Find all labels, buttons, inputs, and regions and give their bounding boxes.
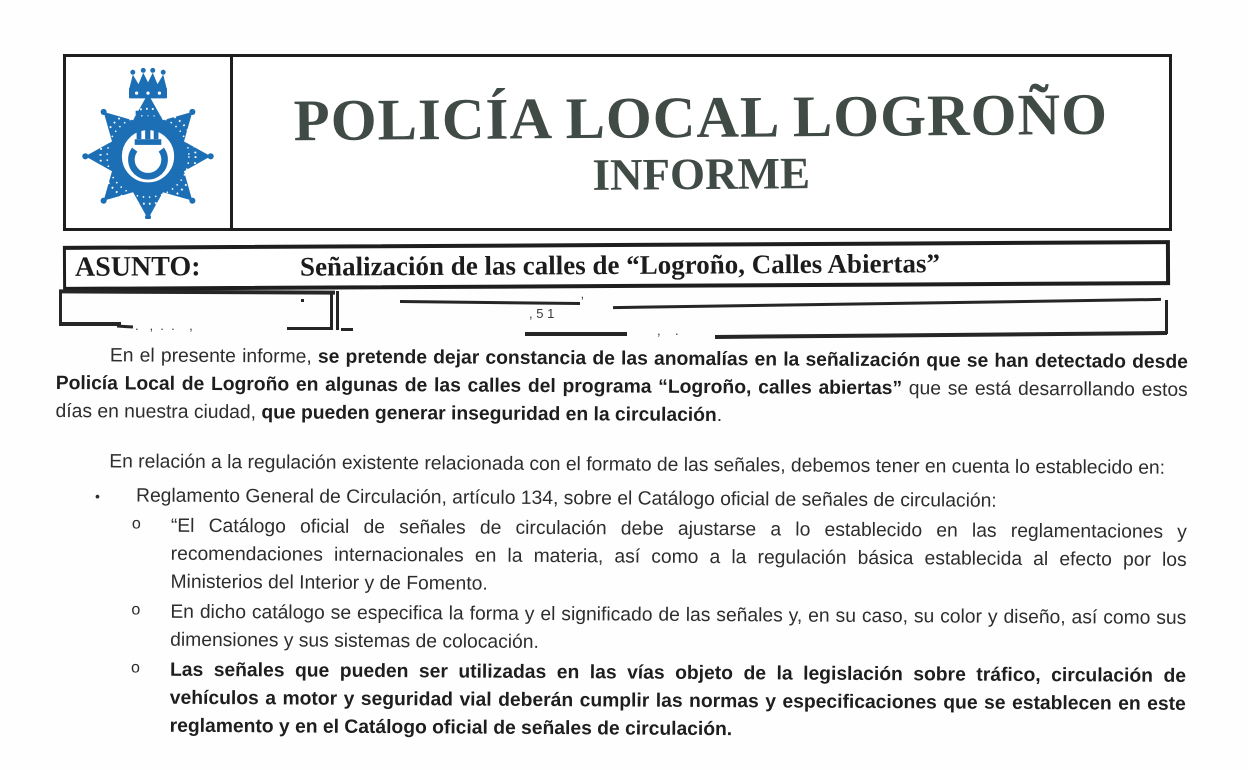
- sub-bullet-item-catalogo: [54, 512, 1186, 603]
- text-segment: En relación a la regulación existente relacionada con el formato de las señales, debemos tener en cuenta lo establecido en:: [109, 451, 1166, 479]
- text-segment: que pueden generar inseguridad en la circulación: [261, 402, 717, 427]
- text-segment: se pretende dejar constancia de las anomalías en la señalización que se han detectado desde Policía Local de Logroño en algunas de las calles del programa “Logroño, calles abiertas”: [55, 346, 1188, 400]
- title-cell: [232, 53, 1169, 231]
- subject-label: ASUNTO:: [74, 251, 201, 283]
- scan-artifact-line: [341, 328, 353, 331]
- sub-bullet-marker-icon: o: [131, 601, 141, 619]
- document-subtitle: INFORME: [592, 148, 811, 200]
- text-segment: Las señales que pueden ser utilizadas en las vías objeto de la legislación sobre tráfico, circulación de vehículos a motor y seguridad vial deberán cumplir las normas y especificaciones que se establecen en este reglamento y en el Catálogo oficial de señales de circulación.: [169, 659, 1187, 741]
- sub-bullet-marker-icon: o: [130, 659, 140, 677]
- paragraph-intro: [55, 342, 1187, 433]
- scan-artifact-line: [117, 324, 133, 328]
- sub-bullet-item-forma: [54, 598, 1186, 661]
- text-segment: Reglamento General de Circulación, artículo 134, sobre el Catálogo oficial de señales de circulación:: [135, 485, 997, 512]
- subject-value: Señalización de las calles de “Logroño, Calles Abiertas”: [299, 248, 941, 282]
- scan-artifact-line: [1165, 300, 1168, 334]
- scan-artifact-dots: . , . . ,: [135, 318, 193, 333]
- scan-artifact-line: [715, 331, 1167, 338]
- subject-box: [63, 240, 1170, 291]
- scan-artifact-dots: , .: [657, 323, 679, 338]
- text-segment: que se está desarrollando estos días en nuestra ciudad,: [55, 378, 1188, 424]
- text-segment: En el presente informe,: [109, 345, 319, 368]
- scan-artifact-line: [336, 291, 339, 330]
- scan-artifact-mark: ʼ: [581, 294, 584, 309]
- scan-artifact-line: [59, 289, 335, 294]
- text-segment: “El Catálogo oficial de señales de circulación debe ajustarse a lo establecido en las reglamentaciones y recomendaciones internacionales en la materia, así como a la regulación básica establecida al efecto por los Ministerios del Interior y de Fomento.: [170, 515, 1187, 595]
- bullet-marker-icon: •: [95, 488, 101, 505]
- text-segment: .: [716, 405, 723, 427]
- scan-artifact-line: [400, 300, 580, 305]
- sub-bullet-text: [170, 599, 1186, 661]
- document-title: POLICÍA LOCAL LOGROÑO: [293, 80, 1109, 154]
- scan-artifact-line: [287, 327, 333, 330]
- scan-artifact-box: [57, 286, 1172, 342]
- scan-artifact-line: [330, 291, 333, 330]
- scan-artifact-line: [301, 299, 304, 302]
- sub-bullet-text: [170, 513, 1186, 603]
- text-segment: En dicho catálogo se especifica la forma y el significado de las señales y, en su caso, su color y diseño, así como sus dimensiones y sus sistemas de colocación.: [170, 601, 1187, 653]
- report-body: [54, 342, 1188, 747]
- sub-bullet-marker-icon: o: [131, 515, 141, 533]
- scan-artifact-mark: , 5 1: [529, 306, 555, 321]
- paragraph-regulation: [55, 448, 1187, 483]
- bullet-item-reglamento: [55, 482, 1187, 517]
- scan-artifact-line: [59, 290, 62, 324]
- header-box: [63, 54, 1172, 231]
- policia-local-badge-icon: [78, 67, 218, 219]
- scan-artifact-line: [525, 332, 627, 336]
- logo-cell: [66, 57, 233, 228]
- scan-artifact-line: [59, 322, 121, 326]
- bullet-text: [136, 482, 1187, 516]
- scan-artifact-line: [613, 298, 1161, 309]
- sub-bullet-item-senales: [54, 656, 1186, 747]
- sub-bullet-text: [170, 657, 1186, 747]
